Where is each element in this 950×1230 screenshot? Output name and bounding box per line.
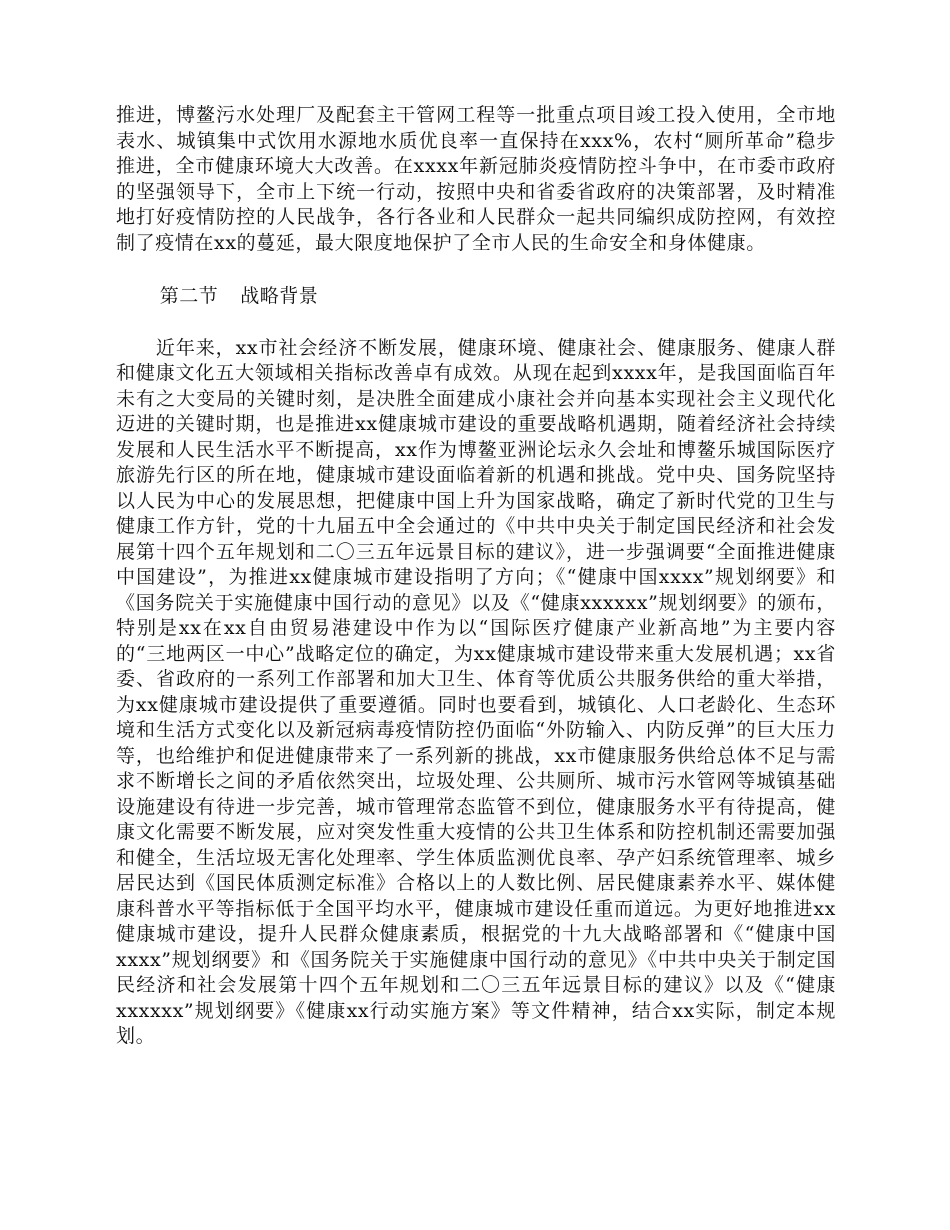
paragraph-continued: 推进，博鳌污水处理厂及配套主干管网工程等一批重点项目竣工投入使用，全市地表水、城镇集中式饮用水源地水质优良率一直保持在xxx%，农村“厕所革命”稳步推进，全市健康环境大大改善。在xxxx年新冠肺炎疫情防控斗争中，在市委市政府的坚强领导下，全市上下统一行动，按照中央和省委省政府的决策部署，及时精准地打好疫情防控的人民战争，各行各业和人民群众一起共同编织成防控网，有效控制了疫情在xx的蔓延，最大限度地保护了全市人民的生命安全和身体健康。 xyxy=(116,104,836,254)
document-body xyxy=(116,103,836,1050)
section-heading xyxy=(116,284,836,310)
section-title: 战略背景 xyxy=(240,285,319,307)
paragraph-strategic-background: 近年来，xx市社会经济不断发展，健康环境、健康社会、健康服务、健康人群和健康文化五大领域相关指标改善卓有成效。从现在起到xxxx年，是我国面临百年未有之大变局的关键时刻，是决胜全面建成小康社会并向基本实现社会主义现代化迈进的关键时期，也是推进xx健康城市建设的重要战略机遇期，随着经济社会持续发展和人民生活水平不断提高，xx作为博鳌亚洲论坛永久会址和博鳌乐城国际医疗旅游先行区的所在地，健康城市建设面临着新的机遇和挑战。党中央、国务院坚持以人民为中心的发展思想，把健康中国上升为国家战略，确定了新时代党的卫生与健康工作方针，党的十九届五中全会通过的《中共中央关于制定国民经济和社会发展第十四个五年规划和二〇三五年远景目标的建议》，进一步强调要“全面推进健康中国建设”，为推进xx健康城市建设指明了方向；《“健康中国xxxx”规划纲要》和《国务院关于实施健康中国行动的意见》以及《“健康xxxxxx”规划纲要》的颁布，特别是xx在xx自由贸易港建设中作为以“国际医疗健康产业新高地”为主要内容的“三地两区一中心”战略定位的确定，为xx健康城市建设带来重大发展机遇；xx省委、省政府的一系列工作部署和加大卫生、体育等优质公共服务供给的重大举措，为xx健康城市建设提供了重要遵循。同时也要看到，城镇化、人口老龄化、生态环境和生活方式变化以及新冠病毒疫情防控仍面临“外防输入、内防反弹”的巨大压力等，也给维护和促进健康带来了一系列新的挑战，xx市健康服务供给总体不足与需求不断增长之间的矛盾依然突出，垃圾处理、公共厕所、城市污水管网等城镇基础设施建设有待进一步完善，城市管理常态监管不到位，健康服务水平有待提高，健康文化需要不断发展，应对突发性重大疫情的公共卫生体系和防控机制还需要加强和健全，生活垃圾无害化处理率、学生体质监测优良率、孕产妇系统管理率、城乡居民达到《国民体质测定标准》合格以上的人数比例、居民健康素养水平、媒体健康科普水平等指标低于全国平均水平，健康城市建设任重而道远。为更好地推进xx健康城市建设，提升人民群众健康素质，根据党的十九大战略部署和《“健康中国xxxx”规划纲要》和《国务院关于实施健康中国行动的意见》《中共中央关于制定国民经济和社会发展第十四个五年规划和二〇三五年远景目标的建议》以及《“健康xxxxxx”规划纲要》《健康xx行动实施方案》等文件精神，结合xx实际，制定本规划。 xyxy=(116,336,836,1047)
section-number: 第二节 xyxy=(159,285,219,307)
